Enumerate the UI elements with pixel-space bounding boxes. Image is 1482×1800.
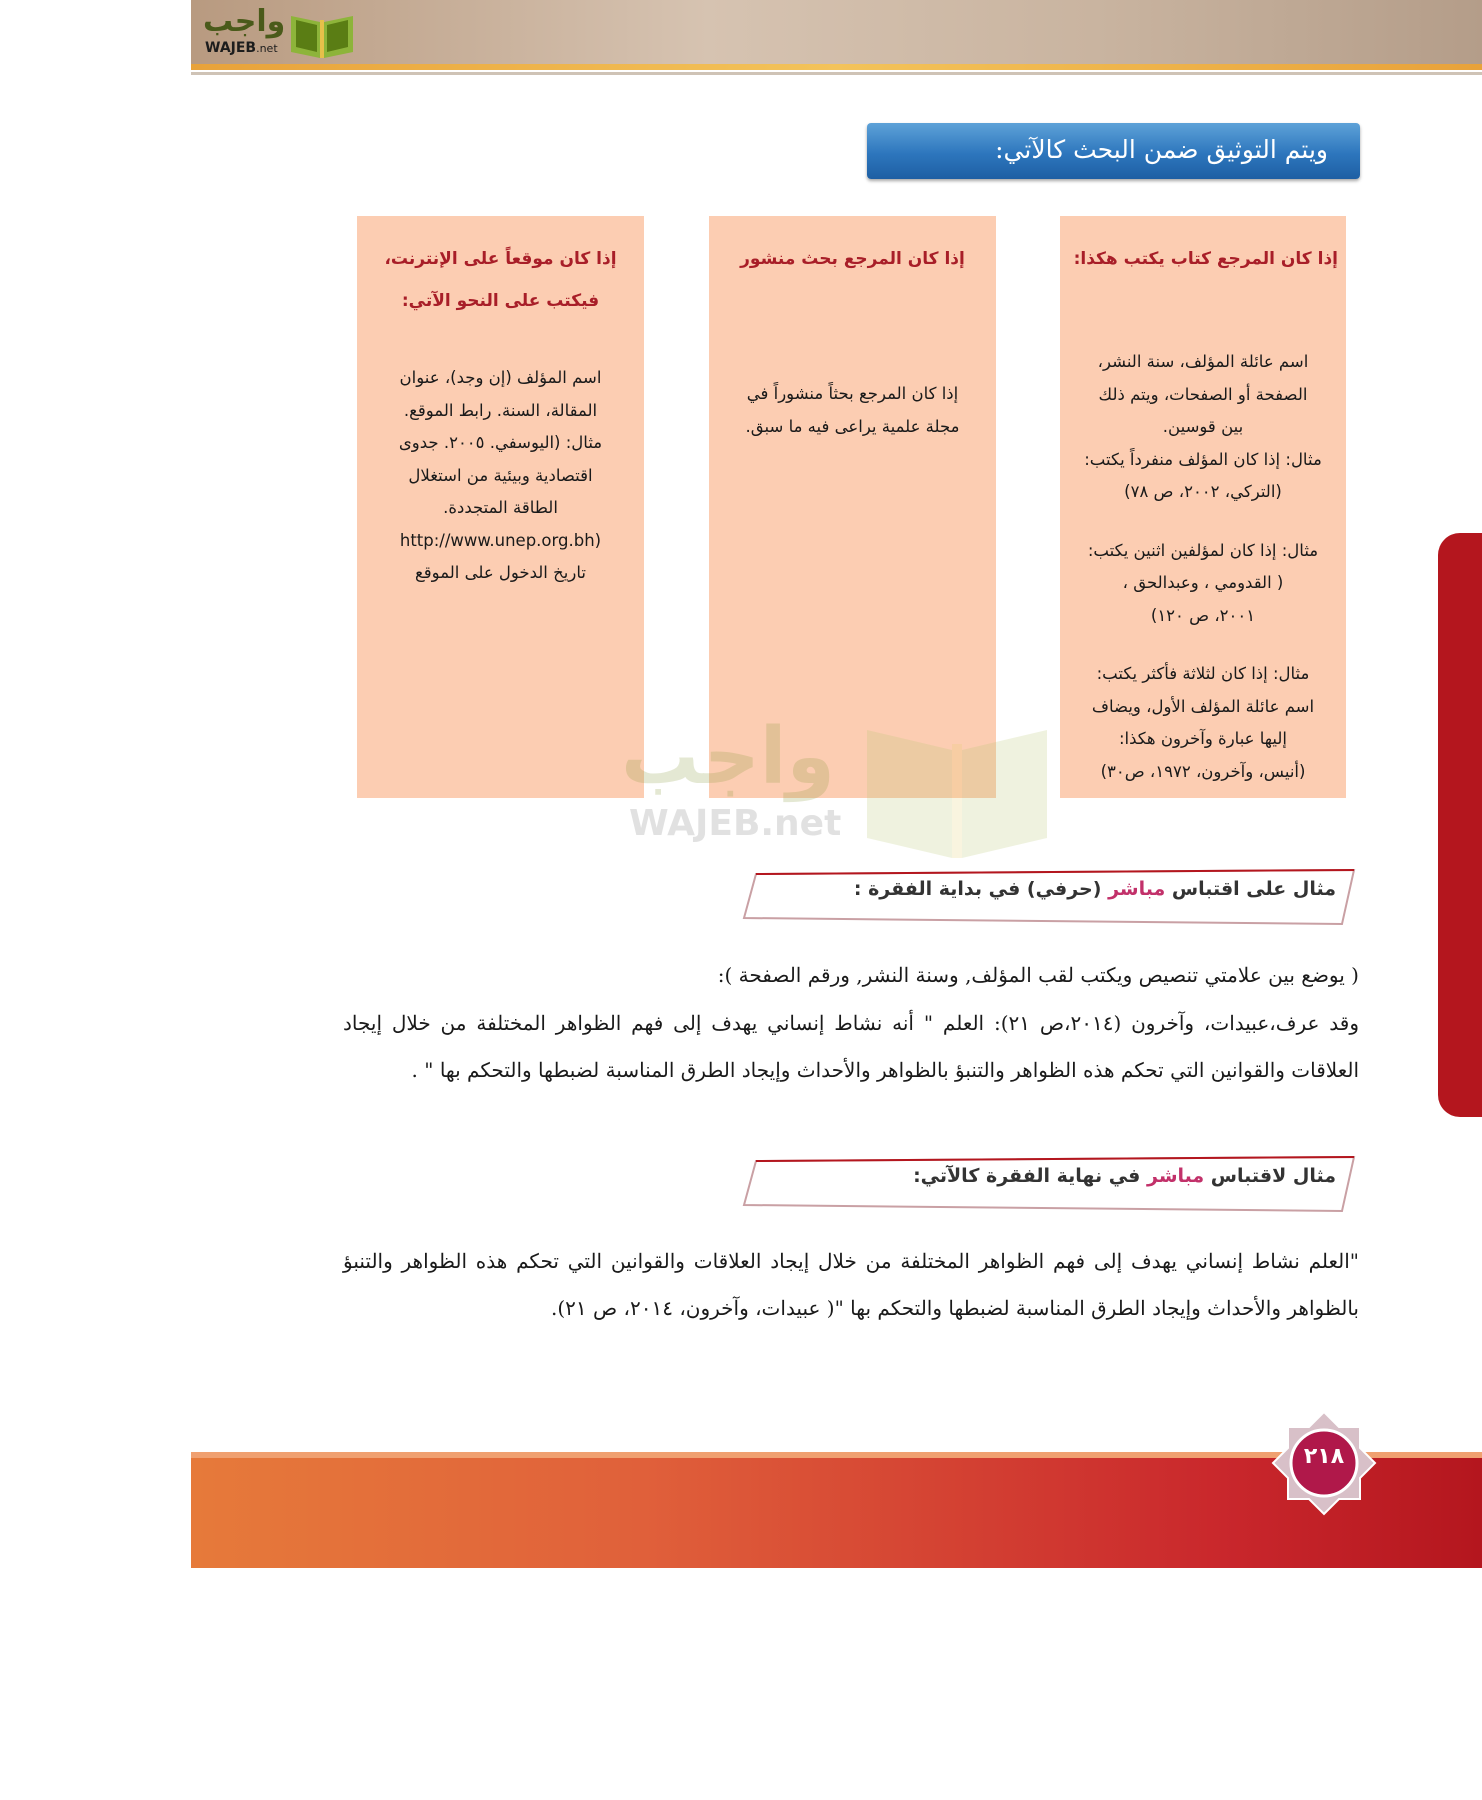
website-heading-line: فيكتب على النحو الآتي: [401,291,600,311]
book-line: ٢٠٠١، ص ١٢٠) [1150,605,1256,625]
website-reference-body [369,362,632,590]
book-icon [287,8,357,60]
watermark-arabic-text: واجب [621,712,836,802]
book-line: (أنيس، وآخرون، ١٩٧٢، ص٣٠) [1100,761,1306,781]
book-line: إليها عبارة وآخرون هكذا: [1119,729,1287,748]
book-line: اسم عائلة المؤلف الأول، ويضاف [1091,696,1315,716]
direct-quote-start-header [742,868,1358,918]
site-logo[interactable] [195,4,360,60]
research-line: مجلة علمية يراعى فيه ما سبق. [745,416,960,436]
book-line: الصفحة أو الصفحات، ويتم ذلك [1098,384,1308,404]
paragraph-instruction: ( يوضع بين علامتي تنصيص ويكتب لقب المؤلف, وسنة النشر, ورقم الصفحة ): [717,963,1359,987]
research-reference-heading: إذا كان المرجع بحث منشور [740,249,965,269]
book-line: مثال: إذا كان لثلاثة فأكثر يكتب: [1096,664,1310,683]
side-chapter-tab [1438,533,1482,1117]
website-line: المقالة، السنة. رابط الموقع. [403,400,598,420]
section-title-banner [867,123,1360,179]
book-reference-body [1072,346,1334,788]
website-reference-heading [357,238,644,322]
watermark [621,712,1061,862]
book-line: (التركي، ٢٠٠٢، ص ٧٨) [1124,482,1282,501]
direct-quote-end-label: مثال لاقتباس مباشر في نهاية الفقرة كالآتي: [913,1165,1336,1187]
book-reference-column [1060,216,1346,798]
website-line: اسم المؤلف (إن وجد)، عنوان [399,368,602,387]
research-line: إذا كان المرجع بحثاً منشوراً في [746,384,959,403]
book-line: مثال: إذا كان المؤلف منفرداً يكتب: [1084,449,1322,469]
paragraph-direct-quote-start: وقد عرف،عبيدات، وآخرون (٢٠١٤،ص ٢١): العلم " أنه نشاط إنساني يهدف إلى فهم الظواهر المختلفة من خلال إيجاد العلاقات والقوانين التي تحكم هذه الظواهر والتنبؤ بالظواهر والأحداث وإيجاد الطرق المناسبة لضبطها والتحكم بها " . [343,1011,1359,1082]
logo-arabic-text: واجب [203,4,286,39]
website-line: الطاقة المتجددة. [443,498,558,517]
direct-quote-start-label: مثال على اقتباس مباشر (حرفي) في بداية الفقرة : [853,878,1336,900]
paragraph-direct-quote-end: "العلم نشاط إنساني يهدف إلى فهم الظواهر المختلفة من خلال إيجاد العلاقات والقوانين التي تحكم هذه الظواهر والتنبؤ بالظواهر والأحداث وإيجاد الطرق المناسبة لضبطها والتحكم بها "( عبيدات، وآخرون، ٢٠١٤، ص ٢١). [343,1249,1359,1320]
website-url-line: (http://www.unep.org.bh [399,530,602,550]
logo-english-text: WAJEB.net [205,40,278,56]
website-reference-column [357,216,644,798]
website-heading-line: إذا كان موقعاً على الإنترنت، [384,249,617,269]
watermark-english-text: WAJEB.net [629,803,842,844]
book-line: بين قوسين. [1162,417,1244,436]
direct-quote-end-header [742,1155,1358,1205]
book-line: اسم عائلة المؤلف، سنة النشر، [1097,352,1309,371]
watermark-book-icon [857,710,1057,860]
top-divider [191,72,1482,75]
section-title: ويتم التوثيق ضمن البحث كالآتي: [995,135,1328,164]
website-line: تاريخ الدخول على الموقع [415,563,586,582]
page-number-badge [1271,1410,1377,1516]
website-line: مثال: (اليوسفي. ٢٠٠٥. جدوى [398,433,603,452]
research-reference-body [721,378,984,443]
website-line: اقتصادية وبيئية من استغلال [408,465,593,485]
top-banner [191,0,1482,66]
book-reference-heading: إذا كان المرجع كتاب يكتب هكذا: [1073,249,1338,269]
page-number: ٢١٨ [1303,1444,1345,1469]
book-line: ( القدومي ، وعبدالحق ، [1122,573,1284,592]
book-line: مثال: إذا كان لمؤلفين اثنين يكتب: [1087,540,1319,560]
